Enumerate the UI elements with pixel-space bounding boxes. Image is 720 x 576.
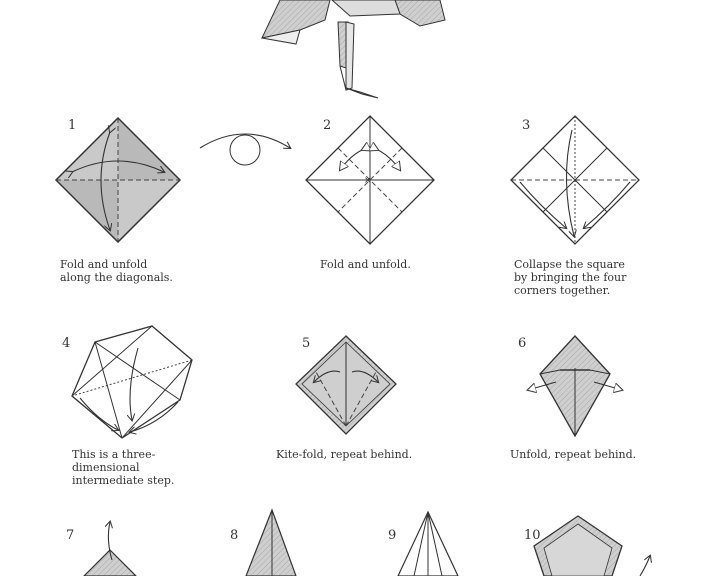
step-6-caption: Unfold, repeat behind. [510,448,637,461]
step-7-number: 7 [66,528,75,543]
step-2-caption: Fold and unfold. [320,258,411,271]
step-10-diagram [534,516,650,576]
step-10-number: 10 [524,528,541,543]
flamingo-model-illustration [262,0,445,98]
step-1-diagram [56,118,180,242]
step-2-diagram [306,116,434,244]
step-2-number: 2 [323,118,332,133]
step-4-caption: This is a three- dimensional intermediate step. [72,448,175,487]
step-7-diagram [84,522,136,576]
step-6-number: 6 [518,336,527,351]
step-5-caption: Kite-fold, repeat behind. [276,448,413,461]
step-5-number: 5 [302,336,311,351]
svg-text:×: × [364,176,372,186]
step-1-number: 1 [68,118,77,133]
step-9-diagram [398,512,458,576]
step-9-number: 9 [388,528,397,543]
step-6-diagram [528,336,622,436]
step-3-caption: Collapse the square by bringing the four corners together. [514,258,627,297]
step-3-diagram [511,116,639,244]
turn-over-arrow [200,134,290,165]
step-3-number: 3 [522,118,531,133]
step-4-diagram [72,326,192,438]
step-1-caption: Fold and unfold along the diagonals. [60,258,173,284]
step-8-number: 8 [230,528,239,543]
step-5-diagram [296,336,396,434]
step-4-number: 4 [62,336,71,351]
step-8-diagram [246,510,296,576]
